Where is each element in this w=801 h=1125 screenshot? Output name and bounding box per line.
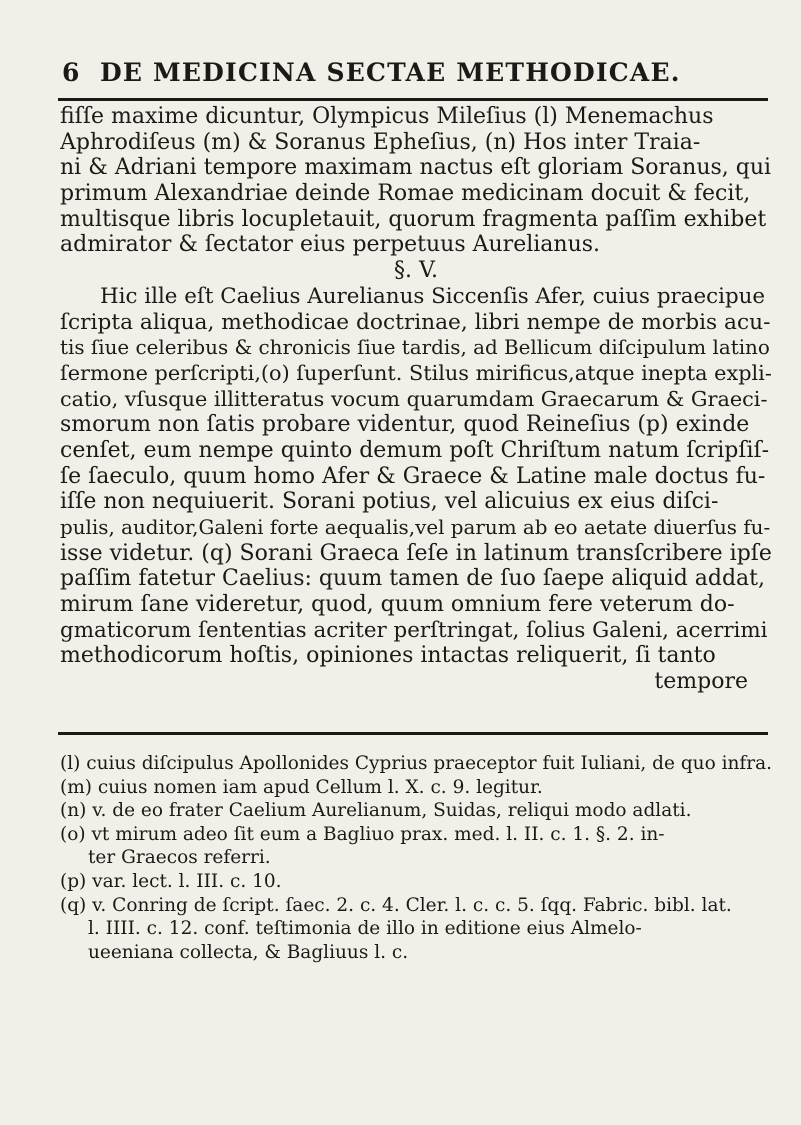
text-line: ni & Adriani tempore maximam nactus eſt gloriam Soranus, qui: [60, 155, 772, 181]
text-line: ſe ſaeculo, quum homo Afer & Graece & Latine male doctus fu-: [60, 463, 766, 489]
text-line: pulis, auditor,Galeni forte aequalis,vel parum ab eo aetate diuerſus fu-: [60, 516, 771, 539]
footnote: (l) cuius diſcipulus Apollonides Cyprius praeceptor fuit Iuliani, de quo infra.: [60, 753, 772, 774]
text-line: primum Alexandriae deinde Romae medicinam docuit & fecit,: [60, 181, 751, 207]
text-line: iſſe non nequiuerit. Sorani potius, vel alicuius ex eius diſci-: [60, 489, 719, 515]
footnote: (m) cuius nomen iam apud Cellum l. X. c. 9. legitur.: [60, 776, 543, 798]
text-line: Hic ille eſt Caelius Aurelianus Siccenſis Afer, cuius praecipue: [100, 283, 766, 309]
text-line: paſſim fatetur Caelius: quum tamen de ſuo ſaepe aliquid addat,: [60, 566, 765, 592]
main-text: [60, 104, 772, 695]
footnote: (q) v. Conring de ſcript. ſaec. 2. c. 4. Cler. l. c. c. 5. ſqq. Fabric. bibl. lat.: [60, 894, 732, 916]
footnote-rule: [58, 732, 768, 735]
footnote-continuation: ueeniana collecta, & Bagliuus l. c.: [88, 941, 409, 963]
footnotes: [60, 752, 772, 964]
page-number: 6: [62, 58, 81, 87]
footnote-continuation: l. IIII. c. 12. conf. teſtimonia de illo in editione eius Almelo-: [88, 918, 642, 940]
text-line: Aphrodiſeus (m) & Soranus Epheſius, (n) Hos inter Traia-: [60, 129, 701, 155]
text-line: cenſet, eum nempe quinto demum poſt Chriſtum natum ſcripſiſ-: [60, 437, 770, 463]
text-line: ſcripta aliqua, methodicae doctrinae, libri nempe de morbis acu-: [60, 309, 771, 335]
footnote-continuation: ter Graecos referri.: [88, 847, 271, 869]
catchword-line: tempore: [654, 669, 748, 695]
text-line: tis ſiue celeribus & chronicis ſiue tardis, ad Bellicum diſcipulum latino: [60, 336, 770, 360]
text-line: admirator & ſectator eius perpetuus Aurelianus.: [60, 232, 601, 258]
text-line: fiſſe maxime dicuntur, Olympicus Mileſius (l) Menemachus: [60, 104, 714, 129]
footnote: (n) v. de eo frater Caelium Aurelianum, Suidas, reliqui modo adlati.: [60, 800, 692, 822]
running-title: DE MEDICINA SECTAE METHODICAE.: [100, 58, 681, 87]
footnote: (o) vt mirum adeo ſit eum a Bagliuo prax. med. l. II. c. 1. §. 2. in-: [60, 823, 665, 845]
text-line: gmaticorum ſententias acriter perſtringat, ſolius Galeni, acerrimi: [60, 617, 768, 643]
header-rule: [58, 98, 768, 101]
text-line: methodicorum hoſtis, opiniones intactas reliquerit, ſi tanto: [60, 643, 716, 669]
footnote: (p) var. lect. l. III. c. 10.: [60, 870, 282, 892]
text-line: isse videtur. (q) Sorani Graeca ſeſe in latinum transſcribere ipſe: [60, 540, 772, 566]
text-line: multisque libris locupletauit, quorum fragmenta paſſim exhibet: [60, 206, 767, 232]
text-line: catio, vſusque illitteratus vocum quarumdam Graecarum & Graeci-: [60, 386, 768, 411]
page-header: [0, 58, 801, 94]
section-heading: §. V.: [393, 258, 439, 284]
text-line: ſermone perſcripti,(o) ſuperſunt. Stilus mirificus,atque inepta expli-: [60, 360, 772, 385]
text-line: smorum non ſatis probare videntur, quod Reineſius (p) exinde: [60, 412, 750, 438]
text-line: mirum ſane videretur, quod, quum omnium fere veterum do-: [60, 592, 735, 618]
